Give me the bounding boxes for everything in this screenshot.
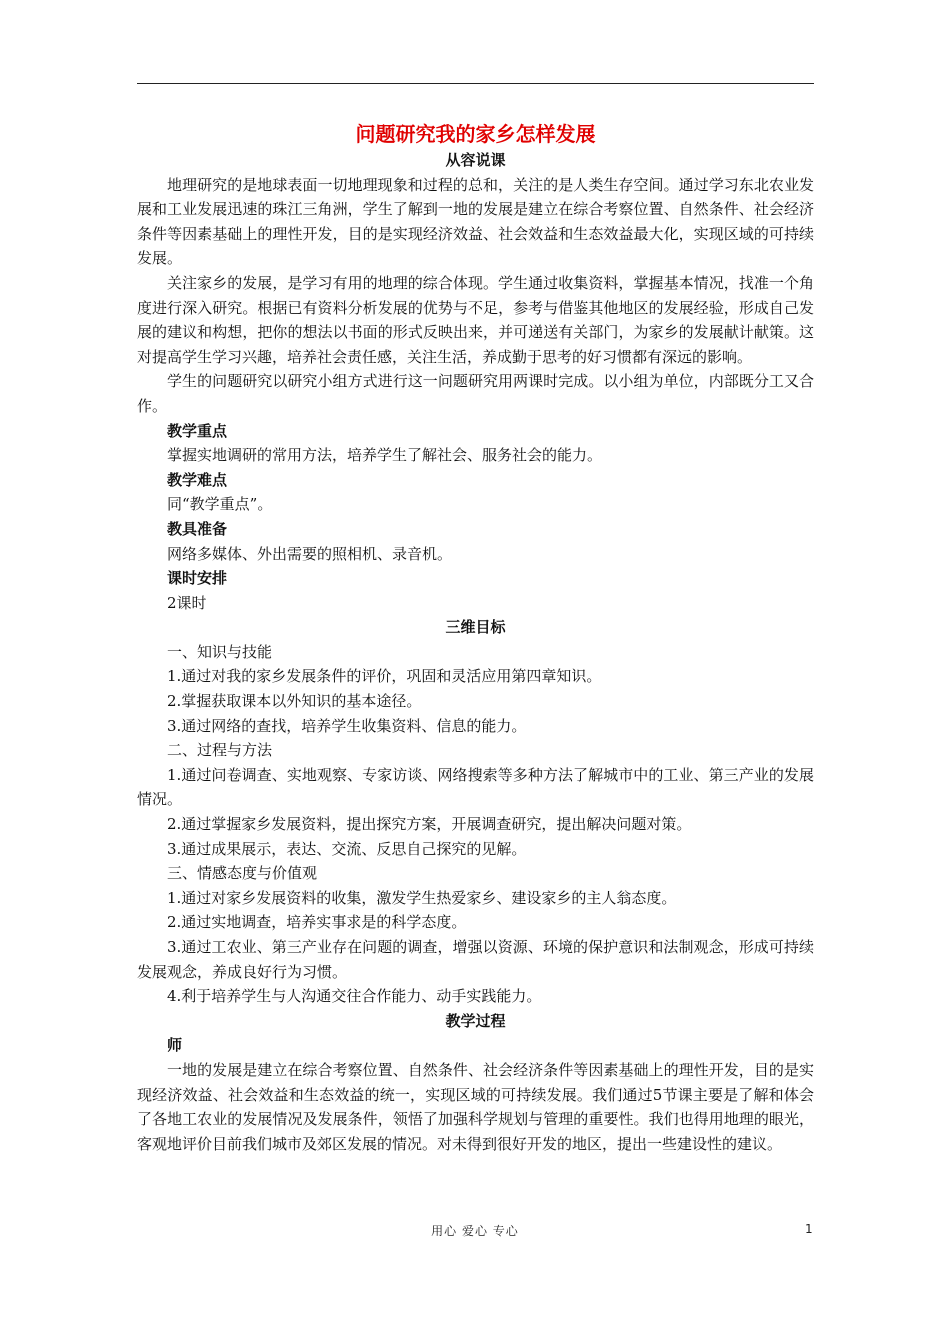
document-subtitle: 从容说课 <box>445 151 506 169</box>
section-text: 同“教学重点”。 <box>167 495 273 514</box>
goal-group-label: 一、知识与技能 <box>167 642 273 661</box>
header-rule <box>137 83 814 84</box>
section-heading: 课时安排 <box>167 569 228 588</box>
goal-item: 1.通过对我的家乡发展条件的评价，巩固和灵活应用第四章知识。 <box>167 667 602 686</box>
goal-group-label: 二、过程与方法 <box>167 741 273 760</box>
footer-slogan: 用心 爱心 专心 <box>431 1224 519 1238</box>
section-text: 网络多媒体、外出需要的照相机、录音机。 <box>167 544 453 563</box>
goal-group-label: 三、情感态度与价值观 <box>167 864 318 883</box>
process-text: 一地的发展是建立在综合考察位置、自然条件、社会经济条件等因素基础上的理性开发，目的是实现经济效益、社会效益和生态效益的统一，实现区域的可持续发展。我们通过5节课主要是了解和体会了各地工农业的发展情况及发展条件，领悟了加强科学规划与管理的重要性。我们也得用地理的眼光，客观地评价目前我们城市及郊区发展的情况。对未得到很好开发的地区，提出一些建设性的建议。 <box>137 1060 814 1153</box>
goal-item: 3.通过成果展示，表达、交流、反思自己探究的见解。 <box>167 839 527 858</box>
section-heading: 教学重点 <box>167 421 228 440</box>
document-title: 问题研究我的家乡怎样发展 <box>355 122 596 146</box>
goal-item: 4.利于培养学生与人沟通交往合作能力、动手实践能力。 <box>167 987 542 1006</box>
process-speaker: 师 <box>167 1036 183 1055</box>
goals-title: 三维目标 <box>445 618 506 637</box>
goal-item: 2.掌握获取课本以外知识的基本途径。 <box>167 692 422 711</box>
intro-paragraph: 关注家乡的发展，是学习有用的地理的综合体现。学生通过收集资料，掌握基本情况，找准一个角度进行深入研究。根据已有资料分析发展的优势与不足，参考与借鉴其他地区的发展经验，形成自己发展的建议和构想，把你的想法以书面的形式反映出来，并可递送有关部门，为家乡的发展献计献策。这对提高学生学习兴趣，培养社会责任感，关注生活，养成勤于思考的好习惯都有深远的影响。 <box>137 273 814 366</box>
document-body <box>137 120 814 1156</box>
goal-item: 1.通过对家乡发展资料的收集，激发学生热爱家乡、建设家乡的主人翁态度。 <box>167 888 677 907</box>
goal-item: 3.通过工农业、第三产业存在问题的调查，增强以资源、环境的保护意识和法制观念，形成可持续发展观念，养成良好行为习惯。 <box>137 938 814 981</box>
goal-item: 2.通过掌握家乡发展资料，提出探究方案，开展调查研究，提出解决问题对策。 <box>167 815 692 834</box>
goal-item: 2.通过实地调查，培养实事求是的科学态度。 <box>167 913 467 932</box>
intro-paragraph: 学生的问题研究以研究小组方式进行这一问题研究用两课时完成。以小组为单位，内部既分工又合作。 <box>137 372 814 415</box>
process-title: 教学过程 <box>445 1011 506 1030</box>
section-text: 2课时 <box>167 593 207 612</box>
goal-item: 3.通过网络的查找，培养学生收集资料、信息的能力。 <box>167 716 527 735</box>
page-number: 1 <box>805 1222 813 1236</box>
goal-item: 1.通过问卷调查、实地观察、专家访谈、网络搜索等多种方法了解城市中的工业、第三产业的发展情况。 <box>137 765 814 809</box>
section-heading: 教学难点 <box>167 470 228 489</box>
section-heading: 教具准备 <box>167 519 228 538</box>
section-text: 掌握实地调研的常用方法，培养学生了解社会、服务社会的能力。 <box>167 446 603 465</box>
intro-paragraph: 地理研究的是地球表面一切地理现象和过程的总和，关注的是人类生存空间。通过学习东北农业发展和工业发展迅速的珠江三角洲，学生了解到一地的发展是建立在综合考察位置、自然条件、社会经济条件等因素基础上的理性开发，目的是实现经济效益、社会效益和生态效益最大化，实现区域的可持续发展。 <box>137 175 814 268</box>
